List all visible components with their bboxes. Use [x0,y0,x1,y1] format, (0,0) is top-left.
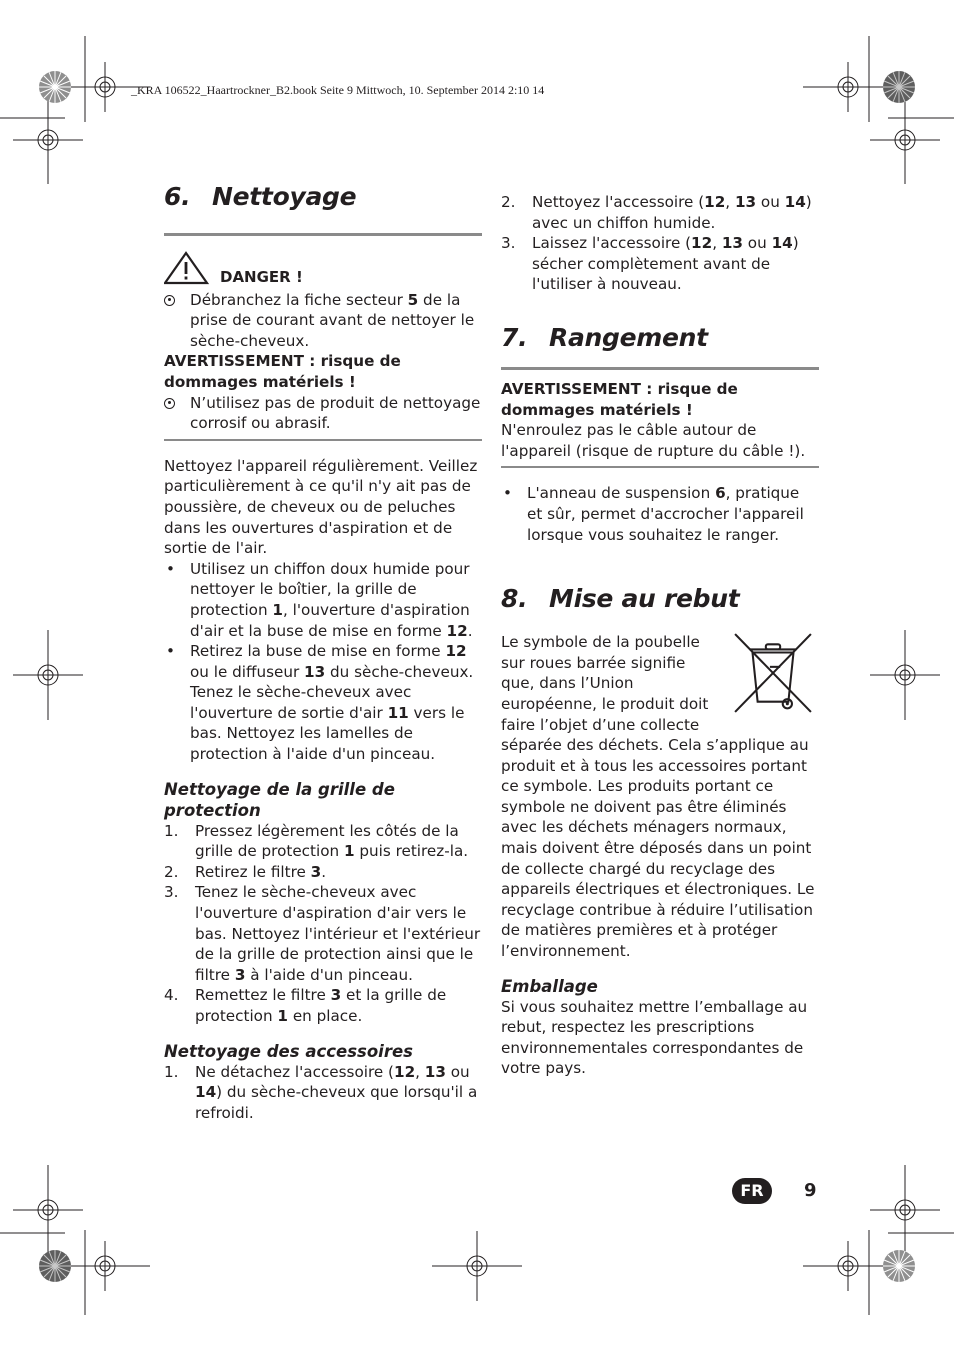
storage-bullet: • L'anneau de suspension 6, pratique et sûr, permet d'accrocher l'appareil lorsque vous souhaitez le ranger. [503,484,804,544]
list-item: 2. Nettoyez l'accessoire (12, 13 ou 14) avec un chiffon humide. [501,193,812,232]
list-item: 2. Retirez le filtre 3. [164,862,327,881]
disposal-text: Le symbole de la poubelle sur roues barrée signifie que, dans l’Union européenne, le produit doit faire l’objet d’une collecte séparée des déchets. Cela s’applique au produit et à tous les accessoires portant ce symbole. Les produits portant ce symbole ne doivent pas être éliminés avec les déchets ménagers normaux, mais doivent être déposés dans un point de collecte chargé du recyclage des appareils électriques et électroniques. Le recyclage contribue à réduire l’utilisation de matières premières et à protéger l’environnement. [501,633,815,961]
language-badge: FR [732,1178,772,1204]
divider [164,233,482,236]
warning-1-item: N’utilisez pas de produit de nettoyage corrosif ou abrasif. [164,393,482,434]
section-7-heading: 7. Rangement [501,322,708,352]
page-number: 9 [804,1180,817,1201]
circle-bullet-icon [164,295,175,306]
list-item: 3. Tenez le sèche-cheveux avec l'ouverture d'aspiration d'air vers le bas. Nettoyez l'intérieur et l'extérieur de la grille de protection ainsi que le filtre 3 à l'aide d'un pinceau. [164,883,481,984]
left-column [164,182,482,1123]
divider [501,466,819,468]
warning-triangle-icon [164,251,210,285]
crossed-out-wheelie-bin-icon [731,632,815,714]
divider [501,367,819,370]
danger-notice [164,251,482,288]
divider [164,439,482,441]
section-8-heading: 8. Mise au rebut [501,584,740,614]
warning-2-title: AVERTISSEMENT : risque de dommages matériels ! [501,379,738,419]
cleaning-bullet-1: • Utilisez un chiffon doux humide pour nettoyer le boîtier, la grille de protection 1, l'ouverture d'aspiration d'air et la buse de mise en forme 12. [166,559,473,640]
cleaning-bullet-2: • Retirez la buse de mise en forme 12 ou le diffuseur 13 du sèche-cheveux. Tenez le sèche-cheveux avec l'ouverture de sortie d'air 11 vers le bas. Nettoyez les lamelles de protection à l'aide d'un pinceau. [166,642,474,764]
disposal-block [501,632,819,962]
list-item: 4. Remettez le filtre 3 et la grille de protection 1 en place. [164,986,447,1025]
list-item: 1. Pressez légèrement les côtés de la grille de protection 1 puis retirez-la. [164,821,469,861]
print-header: _KRA 106522_Haartrockner_B2.book Seite 9 Mittwoch, 10. September 2014 2:10 14 [131,83,545,97]
section-title: Nettoyage [212,182,357,211]
list-item: 3. Laissez l'accessoire (12, 13 ou 14) sécher complètement avant de l'utiliser à nouveau. [501,234,799,294]
packaging-text: Si vous souhaitez mettre l’emballage au rebut, respectez les prescriptions environnementales correspondantes de votre pays. [501,997,808,1078]
section-number: 6. [164,182,191,211]
warning-1-title: AVERTISSEMENT : risque de dommages matériels ! [164,352,401,391]
list-item: 1. Ne détachez l'accessoire (12, 13 ou 14) du sèche-cheveux que lorsqu'il a refroidi. [164,1062,478,1122]
danger-label: DANGER ! [220,268,303,286]
subheading-emballage: Emballage [501,976,598,996]
right-column [501,192,819,1079]
subheading-accessoires: Nettoyage des accessoires [164,1041,413,1061]
section-6-heading [164,182,482,212]
circle-bullet-icon [164,398,175,409]
subheading-grille: Nettoyage de la grille de protection [164,779,395,820]
cleaning-intro: Nettoyez l'appareil régulièrement. Veillez particulièrement à ce qu'il n'y ait pas de poussière, de cheveux ou de peluches dans les ouvertures d'aspiration et de sortie de l'air. [164,456,478,558]
danger-item: Débranchez la fiche secteur 5 de la prise de courant avant de nettoyer le sèche-cheveux. [164,290,482,352]
warning-2-text: N'enroulez pas le câble autour de l'appareil (risque de rupture du câble !). [501,421,806,460]
